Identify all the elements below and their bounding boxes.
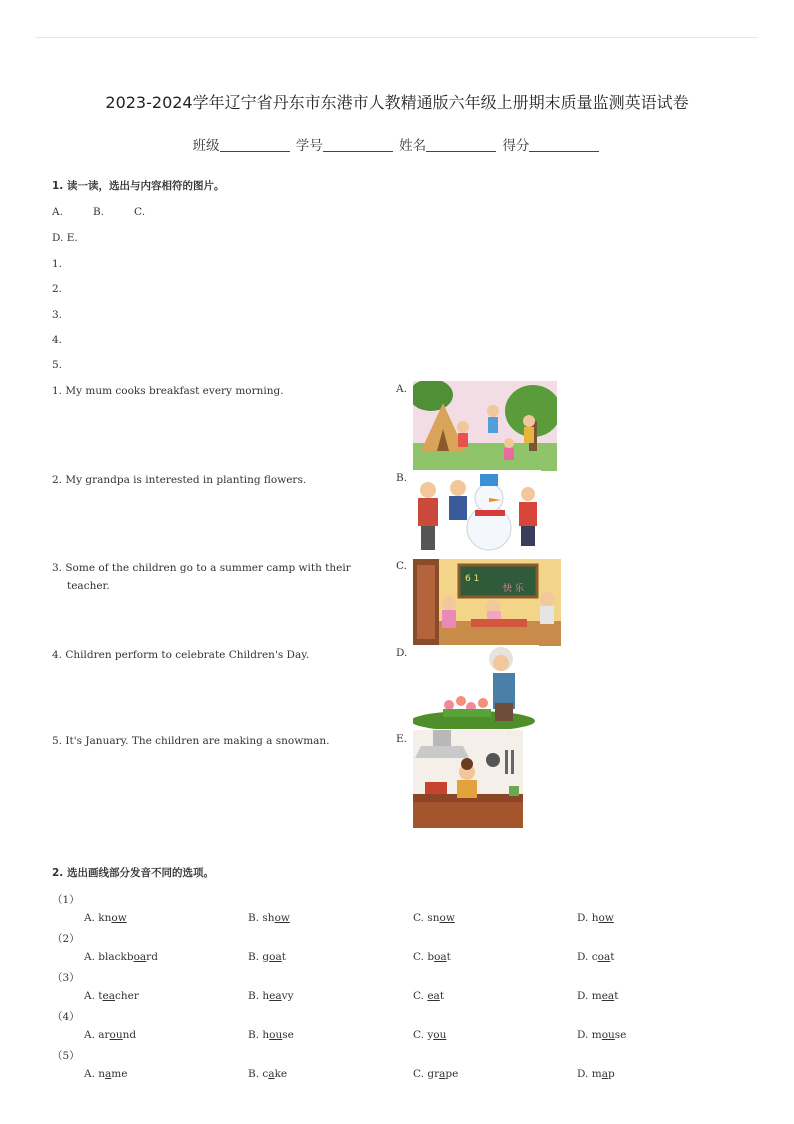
option-text-part: B. xyxy=(248,912,263,924)
underlined-letters: ea xyxy=(269,990,282,1002)
underlined-letters: a xyxy=(268,1068,275,1080)
q1-sentence: 4. Children perform to celebrate Children's Day. xyxy=(52,649,310,661)
q1-option-row: A. B. C. xyxy=(52,206,146,218)
option-text-part: C. xyxy=(413,1029,428,1041)
underlined-letters: oa xyxy=(269,951,282,963)
option-text-part: C. xyxy=(413,1068,428,1080)
q1-blank-number: 2. xyxy=(52,283,63,295)
q1-heading: 1. 读一读，选出与内容相符的图片。 xyxy=(52,180,225,192)
q1-blank-number: 5. xyxy=(52,359,63,371)
underlined-letters: ou xyxy=(269,1029,283,1041)
q1-blank-number: 4. xyxy=(52,334,63,346)
q2-option[interactable] xyxy=(577,912,614,924)
q2-option[interactable] xyxy=(84,1029,136,1041)
option-text-part: A. xyxy=(84,912,99,924)
q2-option[interactable] xyxy=(248,1068,287,1080)
underlined-letters: a xyxy=(105,1068,112,1080)
class-label: 班级 xyxy=(192,138,220,154)
option-text-part: me xyxy=(111,1068,128,1080)
option-text-part: kn xyxy=(98,912,112,924)
q2-group-number: （4） xyxy=(52,1011,80,1023)
q1-sentence: 1. My mum cooks breakfast every morning. xyxy=(52,385,284,397)
option-text-part: vy xyxy=(281,990,294,1002)
number-blank[interactable] xyxy=(323,139,393,152)
option-text-part: h xyxy=(262,1029,270,1041)
svg-text:6 1: 6 1 xyxy=(465,574,480,584)
page-title: 2023-2024学年辽宁省丹东市东港市人教精通版六年级上册期末质量监测英语试卷 xyxy=(105,93,689,112)
q2-group-number: （3） xyxy=(52,972,80,984)
option-text-part: h xyxy=(591,912,599,924)
option-text-part: blackb xyxy=(98,951,134,963)
number-label: 学号 xyxy=(295,138,323,154)
option-text-part: sn xyxy=(427,912,440,924)
picture-b-snowman xyxy=(413,470,541,556)
option-text-part: g xyxy=(262,951,270,963)
option-text-part: c xyxy=(262,1068,269,1080)
picture-d-grandpa xyxy=(413,645,539,729)
q2-option[interactable] xyxy=(413,951,451,963)
underlined-letters: ea xyxy=(102,990,115,1002)
option-text-part: m xyxy=(591,990,602,1002)
option-text-part: A. xyxy=(84,1029,99,1041)
underlined-letters: a xyxy=(439,1068,446,1080)
q2-group-number: （2） xyxy=(52,933,80,945)
q2-option[interactable] xyxy=(84,912,127,924)
q2-option[interactable] xyxy=(248,912,290,924)
underlined-letters: oa xyxy=(133,951,147,963)
option-text-part: m xyxy=(591,1029,602,1041)
option-text-part: y xyxy=(427,1029,434,1041)
q2-option[interactable] xyxy=(577,1029,626,1041)
option-text-part: cher xyxy=(114,990,139,1002)
option-text-part: A. xyxy=(84,1068,99,1080)
option-text-part: C. xyxy=(413,951,428,963)
option-text-part: sh xyxy=(262,912,275,924)
option-text-part: t xyxy=(98,990,103,1002)
option-text-part: A. xyxy=(84,990,99,1002)
option-text-part: D. xyxy=(577,1029,592,1041)
q2-option[interactable] xyxy=(577,990,618,1002)
option-text-part: t xyxy=(614,990,619,1002)
underlined-letters: ow xyxy=(274,912,290,924)
option-text-part: t xyxy=(439,990,445,1002)
q2-group-number: （1） xyxy=(52,894,80,906)
underlined-letters: ou xyxy=(601,1029,615,1041)
option-text-part: C. xyxy=(413,990,428,1002)
option-text-part: B. xyxy=(248,951,263,963)
option-text-part: A. xyxy=(84,951,99,963)
option-text-part: se xyxy=(614,1029,627,1041)
option-text-part: p xyxy=(607,1068,615,1080)
option-text-part: c xyxy=(591,951,598,963)
option-text-part: ke xyxy=(274,1068,288,1080)
option-text-part: D. xyxy=(577,951,592,963)
option-text-part: b xyxy=(427,951,435,963)
q1-sentence-cont: teacher. xyxy=(67,580,110,592)
underlined-letters: oa xyxy=(597,951,611,963)
underlined-letters: ea xyxy=(601,990,615,1002)
q2-option[interactable] xyxy=(577,1068,615,1080)
picture-letter-d: D. xyxy=(396,647,408,659)
picture-letter-b: B. xyxy=(396,472,408,484)
option-text-part: t xyxy=(281,951,286,963)
svg-text:快 乐: 快 乐 xyxy=(503,584,524,594)
class-blank[interactable] xyxy=(220,139,290,152)
q1-sentence: 3. Some of the children go to a summer camp with their xyxy=(52,562,351,574)
option-text-part: h xyxy=(262,990,270,1002)
picture-letter-e: E. xyxy=(396,733,408,745)
picture-a-camping xyxy=(413,381,557,471)
option-text-part: t xyxy=(446,951,451,963)
q2-heading: 2. 选出画线部分发音不同的选项。 xyxy=(52,867,214,879)
q2-option[interactable] xyxy=(413,912,455,924)
picture-c-classroom xyxy=(413,559,561,646)
q2-option[interactable] xyxy=(84,990,139,1002)
option-text-part: t xyxy=(610,951,615,963)
option-text-part: m xyxy=(591,1068,602,1080)
option-text-part: se xyxy=(282,1029,294,1041)
student-info-line xyxy=(0,134,794,154)
picture-letter-c: C. xyxy=(396,560,407,572)
option-text-part: D. xyxy=(577,990,592,1002)
q2-group-number: （5） xyxy=(52,1050,80,1062)
underlined-letters: ow xyxy=(111,912,127,924)
q1-sentence: 2. My grandpa is interested in planting flowers. xyxy=(52,474,307,486)
q2-option[interactable] xyxy=(84,951,158,963)
q2-option[interactable] xyxy=(413,990,444,1002)
picture-e-cooking xyxy=(413,730,523,828)
q2-option[interactable] xyxy=(413,1029,446,1041)
q1-blank-number: 1. xyxy=(52,258,63,270)
option-text-part: nd xyxy=(122,1029,137,1041)
score-blank[interactable] xyxy=(529,139,599,152)
option-text-part: ar xyxy=(98,1029,110,1041)
name-blank[interactable] xyxy=(426,139,496,152)
q2-option[interactable] xyxy=(248,990,294,1002)
underlined-letters: oa xyxy=(434,951,447,963)
q2-option[interactable] xyxy=(248,951,286,963)
underlined-letters: ou xyxy=(109,1029,123,1041)
underlined-letters: ow xyxy=(439,912,455,924)
option-text-part: D. xyxy=(577,1068,592,1080)
option-text-part: B. xyxy=(248,1068,263,1080)
option-text-part: n xyxy=(98,1068,106,1080)
q1-blank-number: 3. xyxy=(52,309,63,321)
option-text-part: D. xyxy=(577,912,592,924)
underlined-letters: ou xyxy=(433,1029,447,1041)
q2-option[interactable] xyxy=(413,1068,458,1080)
q1-option-row: D. E. xyxy=(52,232,78,244)
option-text-part: rd xyxy=(146,951,158,963)
q1-sentence: 5. It's January. The children are making a snowman. xyxy=(52,735,330,747)
q2-option[interactable] xyxy=(84,1068,127,1080)
option-text-part: B. xyxy=(248,1029,263,1041)
underlined-letters: ow xyxy=(598,912,614,924)
option-text-part: B. xyxy=(248,990,263,1002)
option-text-part: gr xyxy=(427,1068,440,1080)
picture-letter-a: A. xyxy=(396,383,407,395)
name-label: 姓名 xyxy=(399,138,427,154)
option-text-part: C. xyxy=(413,912,428,924)
header-rule xyxy=(36,37,758,38)
score-label: 得分 xyxy=(502,138,530,154)
option-text-part: pe xyxy=(445,1068,459,1080)
q2-option[interactable] xyxy=(577,951,614,963)
underlined-letters: ea xyxy=(427,990,440,1002)
q2-option[interactable] xyxy=(248,1029,294,1041)
underlined-letters: a xyxy=(601,1068,608,1080)
